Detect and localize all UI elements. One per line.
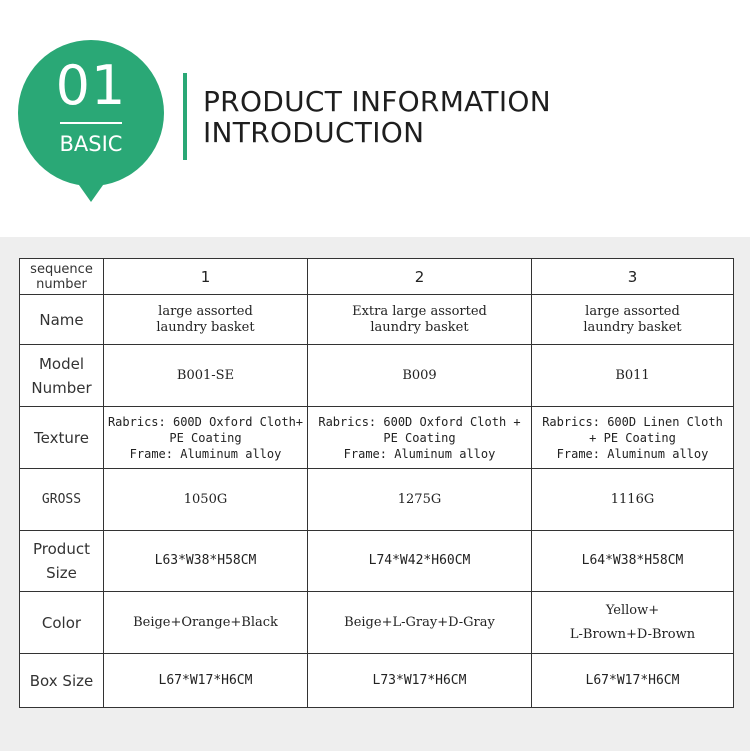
table-row-gross (20, 469, 734, 531)
row-label-gross: GROSS (20, 469, 104, 531)
cell-gross-2: 1275G (308, 469, 532, 531)
cell-model-1: B001-SE (104, 345, 308, 407)
row-label-name: Name (20, 295, 104, 345)
row-label-color: Color (20, 592, 104, 654)
header-col-2: 2 (308, 259, 532, 295)
cell-texture-1: Rabrics: 600D Oxford Cloth+ PE Coating Frame: Aluminum alloy (104, 407, 308, 469)
cell-color-1: Beige+Orange+Black (104, 592, 308, 654)
table-row-texture (20, 407, 734, 469)
row-label-model: Model Number (20, 345, 104, 407)
table-row-name (20, 295, 734, 345)
cell-gross-1: 1050G (104, 469, 308, 531)
cell-size-3: L64*W38*H58CM (532, 531, 734, 592)
row-label-texture: Texture (20, 407, 104, 469)
table-row-box-size (20, 654, 734, 708)
cell-color-2: Beige+L-Gray+D-Gray (308, 592, 532, 654)
table-row-color (20, 592, 734, 654)
badge-divider (60, 122, 122, 124)
cell-box-1: L67*W17*H6CM (104, 654, 308, 708)
cell-gross-3: 1116G (532, 469, 734, 531)
heading-accent-bar (183, 73, 187, 160)
row-label-size: Product Size (20, 531, 104, 592)
table-row-size (20, 531, 734, 592)
cell-box-2: L73*W17*H6CM (308, 654, 532, 708)
header-col-1: 1 (104, 259, 308, 295)
cell-color-3: Yellow+ L-Brown+D-Brown (532, 592, 734, 654)
page-title-line-1: PRODUCT INFORMATION (203, 85, 551, 118)
page-title-line-2: INTRODUCTION (203, 116, 425, 149)
cell-texture-2: Rabrics: 600D Oxford Cloth + PE Coating Frame: Aluminum alloy (308, 407, 532, 469)
header-label: sequence number (20, 259, 104, 295)
page-title (203, 86, 551, 148)
cell-texture-3: Rabrics: 600D Linen Cloth + PE Coating Frame: Aluminum alloy (532, 407, 734, 469)
table-header-row (20, 259, 734, 295)
cell-name-2: Extra large assorted laundry basket (308, 295, 532, 345)
cell-model-3: B011 (532, 345, 734, 407)
table-row-model (20, 345, 734, 407)
badge-number: 01 (55, 54, 127, 117)
cell-model-2: B009 (308, 345, 532, 407)
cell-name-1: large assorted laundry basket (104, 295, 308, 345)
cell-name-3: large assorted laundry basket (532, 295, 734, 345)
section-badge (18, 40, 164, 202)
row-label-box-size: Box Size (20, 654, 104, 708)
cell-size-2: L74*W42*H60CM (308, 531, 532, 592)
cell-size-1: L63*W38*H58CM (104, 531, 308, 592)
product-spec-table (19, 258, 734, 708)
badge-label: BASIC (59, 132, 123, 156)
header-col-3: 3 (532, 259, 734, 295)
cell-box-3: L67*W17*H6CM (532, 654, 734, 708)
